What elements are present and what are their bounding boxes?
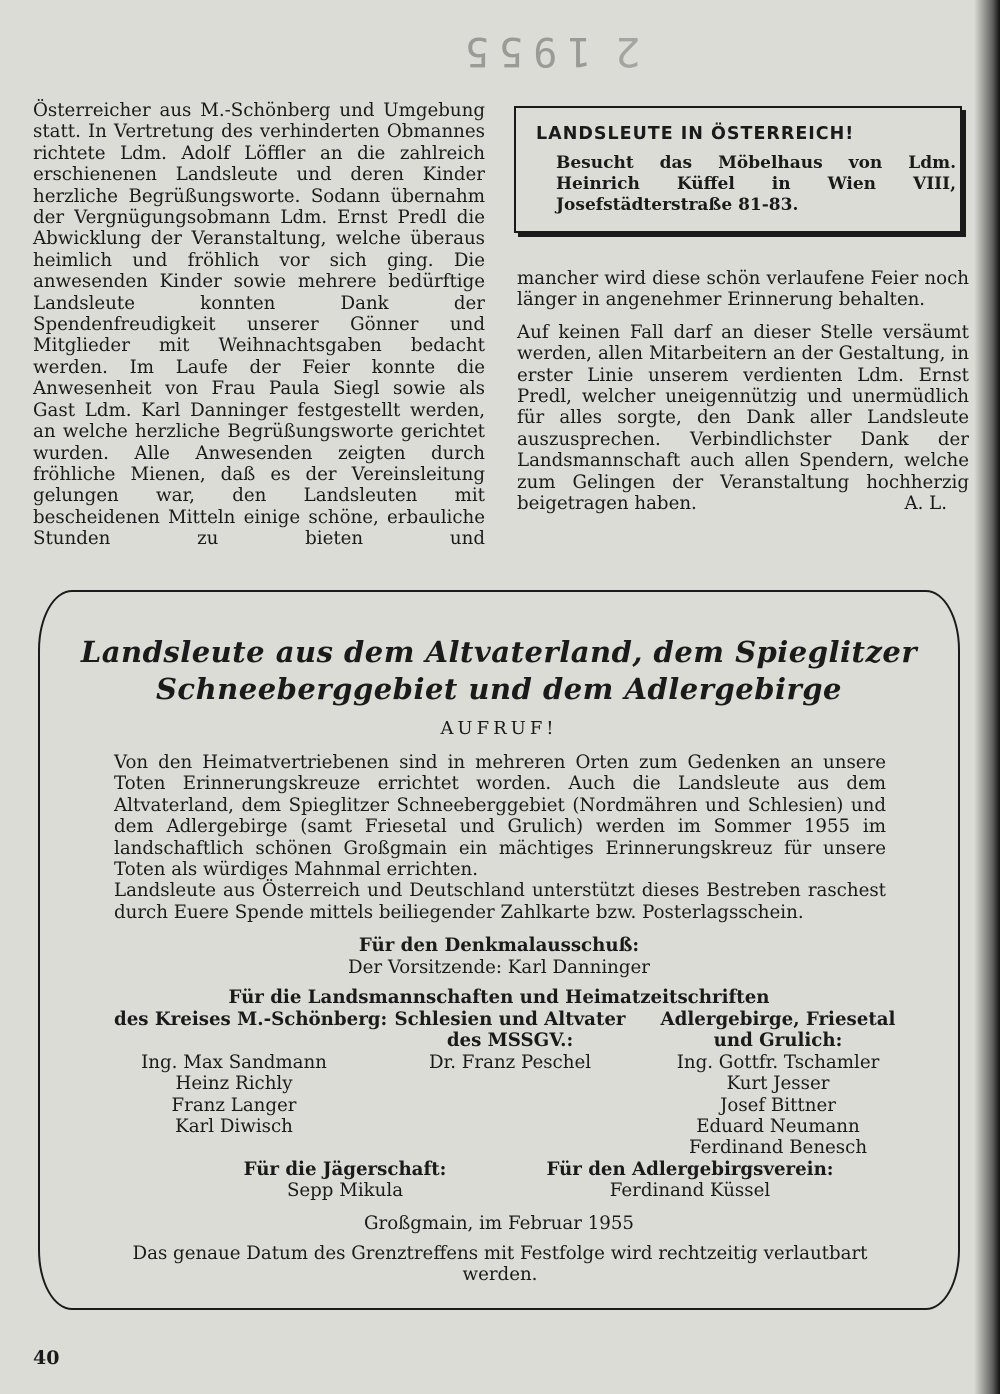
announcement-heading-line: Schneeberggebiet und dem Adlergebirge [155,672,843,706]
announcement-footer: Das genaue Datum des Grenztreffens mit Festfolge wird rechtzeitig verlautbart werden. [132,1243,868,1286]
signature-group-title: Für den Adlergebirgsverein: [546,1159,834,1180]
appeal-paragraph: Von den Heimatvertriebenen sind in mehreren Orten zum Gedenken an unsere Toten Erinnerungskreuze errichtet worden. Auch die Landsleute aus dem Altvaterland, dem Spieglitzer Schneeberggebiet (Nordmähren und Schlesien) und dem Adlergebirge (samt Friesetal und Grulich) werden im Sommer 1955 im landschaftlich schönen Großgmain ein mächtiges Erinnerungskreuz für unsere Toten als würdiges Mahnmal errichten. [114,752,886,881]
advertisement-box-shadow-bottom [518,233,966,237]
signature-group-schoenberg [114,1009,388,1138]
advertisement-title: LANDSLEUTE IN ÖSTERREICH! [536,124,855,144]
signature-group-title: Adlergebirge, Friesetal [660,1009,896,1030]
advertisement-box [514,106,962,233]
place-date: Großgmain, im Februar 1955 [363,1213,635,1234]
signature-group-title: des MSSGV.: [446,1030,574,1052]
signature-name: Josef Bittner [720,1094,836,1116]
signature-name: Ferdinand Benesch [688,1137,868,1159]
right-article-text: Auf keinen Fall darf an dieser Stelle versäumt werden, allen Mitarbeitern an der Gestaltung, in erster Linie unserem verdienten Ldm. Ernst Predl, welcher uneigennützig und unermüdlich für alles sorgte, den Dank aller Landsleute auszusprechen. Verbindlichster Dank der Landsmannschaft auch allen Spendern, welche zum Gelingen der Veranstaltung hochherzig beigetragen haben. [517,321,969,515]
announcement-heading [40,634,958,708]
signature-group-title: des Kreises M.-Schönberg: [114,1009,388,1030]
right-article-paragraph: mancher wird diese schön verlaufene Feier noch länger in angenehmer Erinnerung behalten. [517,268,969,311]
signature-name: Dr. Franz Peschel [428,1051,592,1073]
appeal-paragraph: Landsleute aus Österreich und Deutschland unterstützt dieses Bestreben raschest durch Euere Spende mittels beiliegender Zahlkarte bzw. Posterlagsschein. [114,880,886,923]
right-article-column [517,268,969,514]
archive-stamp-number: 2 [615,28,641,74]
committee-title: Für den Denkmalausschuß: [358,935,640,956]
signature-group-title: Schlesien und Altvater [394,1009,626,1030]
left-article-paragraph: Österreicher aus M.-Schönberg und Umgebung statt. In Vertretung des verhinderten Obmannes richtete Ldm. Adolf Löffler an die zahlreich erschienenen Landsleute und deren Kinder herzliche Begrüßungsworte. Sodann übernahm der Vergnügungsobmann Ldm. Ernst Predl die Abwicklung der Veranstaltung, welche überaus heimlich und fröhlich vor sich ging. Die anwesenden Kinder sowie mehrere bedürftige Landsleute konnten Dank der Spendenfreudigkeit unserer Gönner und Mitglieder mit Weihnachtsgaben bedacht werden. Im Laufe der Feier konnte die Anwesenheit von Frau Paula Siegl sowie als Gast Ldm. Karl Danninger festgestellt werden, an welche herzliche Begrüßungsworte gerichtet wurden. Alle Anwesenden zeigten durch fröhliche Mienen, daß es der Vereinsleitung gelungen war, den Landsleuten mit bescheidenen Mitteln einige schöne, erbauliche Stunden zu bieten und [33,100,485,550]
signature-name: Ing. Max Sandmann [141,1051,327,1073]
associations-title: Für die Landsmannschaften und Heimatzeitschriften [228,987,770,1008]
signature-group-schlesien [392,1009,628,1073]
left-article-column [33,100,485,550]
signature-hunters [220,1159,470,1202]
advertisement-body: Besucht das Möbelhaus von Ldm. Heinrich Küffel in Wien VIII, Josefstädterstraße 81-83. [556,153,956,215]
signature-name: Karl Diwisch [175,1116,293,1138]
right-article-paragraph [517,322,969,515]
signature-name: Heinz Richly [175,1073,293,1095]
archive-stamp: 1955 [455,28,592,74]
signature-group-title: und Grulich: [713,1030,843,1052]
advertisement-box-shadow [962,110,966,235]
signature-names [114,1052,334,1138]
signature-name: Eduard Neumann [696,1116,860,1138]
spacer [114,1030,374,1051]
signature-name: Sepp Mikula [286,1180,404,1202]
book-spine-shadow [974,0,1000,1394]
signature-name: Franz Langer [171,1094,297,1116]
signature-name: Kurt Jesser [726,1073,830,1095]
signature-name: Ing. Gottfr. Tschamler [676,1051,880,1073]
signature-name: Ferdinand Küssel [609,1180,771,1202]
aufruf-label: AUFRUF! [440,718,558,739]
committee-chair: Der Vorsitzende: Karl Danninger [348,957,650,978]
signature-adlergebirgsverein [530,1159,850,1202]
announcement-heading-line: Landsleute aus dem Altvaterland, dem Spieglitzer [80,635,918,669]
article-signature: A. L. [904,493,947,515]
signature-group-title: Für die Jägerschaft: [243,1159,447,1180]
page-number: 40 [33,1347,60,1369]
signature-group-adlergebirge [660,1009,896,1159]
appeal-text [114,752,886,923]
